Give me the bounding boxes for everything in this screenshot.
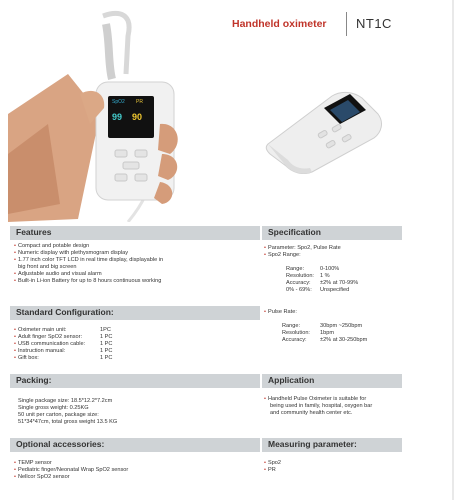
screen-pr-label: PR [136, 99, 143, 105]
measuring-title: Measuring parameter: [268, 439, 357, 449]
config-item: • Oximeter main unit: [14, 327, 66, 334]
feature-item: • 1.77 inch color TFT LCD in real time display, displayable in [14, 257, 163, 264]
spec-sheet [10, 224, 402, 492]
spec-row-value: 1 % [320, 273, 330, 279]
specification-header [262, 226, 402, 240]
hand-holding-oximeter-image [8, 4, 188, 222]
application-line-continued: and community health center etc. [270, 410, 353, 416]
features-title: Features [16, 227, 52, 237]
standard-config-title: Standard Configuration: [16, 307, 114, 317]
feature-item: • Built-in Li-ion Battery for up to 8 hours continuous working [14, 278, 161, 285]
accessory-item: • Pediatric finger/Neonatal Wrap SpO2 sensor [14, 467, 128, 474]
spec-row-value: Unspecified [320, 287, 350, 293]
screen-pr-value: 90 [132, 112, 143, 122]
model-number: NT1C [356, 16, 392, 31]
spec-pulse-title: • Pulse Rate: [264, 309, 297, 316]
spec-row-value: ±2% at 70-99% [320, 280, 359, 286]
specification-title: Specification [268, 227, 321, 237]
feature-item: • Adjustable audio and visual alarm [14, 271, 102, 278]
feature-item: • Numeric display with plethysmogram display [14, 250, 128, 257]
spec-row-label: Resolution: [286, 273, 314, 279]
oximeter-side-view-image [262, 84, 388, 174]
accessory-item: • TEMP sensor [14, 460, 52, 467]
spec-row-label: Range: [282, 323, 301, 329]
feature-item: • Compact and potable design [14, 243, 89, 250]
config-qty: 1 PC [100, 341, 113, 347]
packing-line: Single gross weight: 0.25KG [18, 405, 89, 411]
packing-line: Single package size: 18.5*12.2*7.2cm [18, 398, 113, 404]
application-title: Application [268, 375, 315, 385]
accessory-item: • Nellcor SpO2 sensor [14, 474, 70, 481]
spec-row-label: Accuracy: [286, 280, 311, 286]
config-item: • USB communication cable: [14, 341, 85, 348]
application-header [262, 374, 402, 388]
screen-spo2-label: SpO2 [112, 99, 125, 105]
measuring-item: • Spo2 [264, 460, 281, 467]
features-header [10, 226, 260, 240]
packing-line: 51*34*47cm, total gross weight 13.5 KG [18, 419, 118, 425]
config-item: • Instruction manual: [14, 348, 65, 355]
spec-row-value: ±2% at 30-250bpm [320, 337, 368, 343]
spec-spo2-range-title: • Spo2 Range: [264, 252, 301, 259]
application-line: • Handheld Pulse Oximeter is suitable for [264, 396, 366, 403]
accessories-header [10, 438, 260, 452]
config-qty: 1 PC [100, 334, 113, 340]
spec-row-value: 0-100% [320, 266, 340, 272]
spec-row-value: 1bpm [320, 330, 334, 336]
spec-parameters: • Parameter: Spo2, Pulse Rate [264, 245, 341, 252]
config-item: • Adult finger SpO2 sensor: [14, 334, 82, 341]
product-title [226, 10, 448, 40]
measuring-header [262, 438, 402, 452]
spec-row-label: Resolution: [282, 330, 310, 336]
product-banner [0, 0, 460, 222]
packing-header [10, 374, 260, 388]
standard-config-header [10, 306, 260, 320]
page-edge-divider [452, 0, 454, 500]
config-item: • Gift box: [14, 355, 39, 362]
config-qty: 1 PC [100, 348, 113, 354]
config-qty: 1 PC [100, 355, 113, 361]
screen-spo2-value: 99 [112, 112, 123, 122]
packing-line: 50 unit per carton, package size: [18, 412, 99, 418]
feature-item-continued: big front and big screen [18, 264, 77, 270]
application-line-continued: being used in family, hospital, oxygen bar [270, 403, 373, 409]
title-divider [346, 12, 347, 36]
product-name: Handheld oximeter [232, 18, 327, 30]
spec-row-label: Accuracy: [282, 337, 307, 343]
measuring-item: • PR [264, 467, 276, 474]
spec-row-value: 30bpm ~250bpm [320, 323, 363, 329]
accessories-title: Optional accessories: [16, 439, 105, 449]
packing-title: Packing: [16, 375, 52, 385]
config-qty: 1PC [100, 327, 111, 333]
spec-row-label: 0% - 69%: [286, 287, 312, 293]
spec-row-label: Range: [286, 266, 305, 272]
